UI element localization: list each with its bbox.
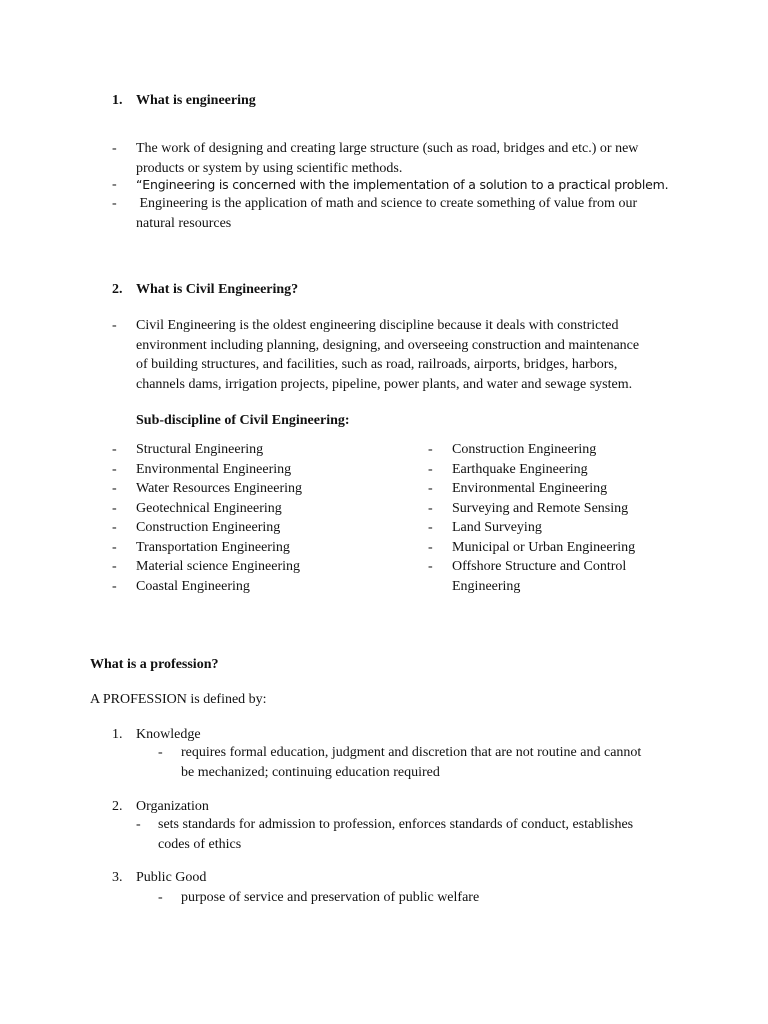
item-title: Organization	[136, 799, 209, 814]
list-item	[136, 815, 696, 855]
profession-intro: A PROFESSION is defined by:	[90, 692, 267, 707]
bullet-dash: -	[112, 318, 117, 333]
bullet-dash: -	[428, 461, 433, 477]
list-item-text: Engineering	[452, 578, 521, 594]
text-line: sets standards for admission to profession, enforces standards of conduct, establishes	[158, 817, 634, 832]
bullet-dash: -	[158, 745, 163, 760]
quote-text: “Engineering is concerned with the implementation of a solution to a practical problem.	[136, 177, 669, 192]
text-line: Engineering is the application of math and science to create something of value from our	[136, 196, 638, 211]
bullet-dash: -	[112, 520, 117, 535]
text-line: products or system by using scientific methods.	[136, 160, 403, 176]
item-title: Knowledge	[136, 727, 201, 742]
item-number: 1.	[112, 727, 123, 742]
list-item	[428, 518, 728, 538]
paragraph	[112, 316, 682, 396]
list-item-text: Coastal Engineering	[136, 578, 250, 594]
bullet-dash: -	[428, 481, 433, 496]
list-item	[112, 557, 412, 577]
list-item-text: Earthquake Engineering	[452, 461, 588, 477]
item-text	[181, 743, 701, 782]
list-item-text: Transportation Engineering	[136, 539, 290, 555]
list-item	[428, 479, 728, 499]
item-text	[158, 815, 698, 854]
text-line: environment including planning, designing, and overseeing construction and maintenance	[136, 337, 640, 353]
text-line: Civil Engineering is the oldest engineering discipline because it deals with constricted	[136, 318, 619, 333]
bullet-dash: -	[428, 539, 433, 555]
item-text	[136, 139, 681, 178]
list-item	[112, 440, 412, 460]
item-text: purpose of service and preservation of public welfare	[181, 890, 480, 905]
bullet-dash: -	[112, 141, 117, 156]
bullet-dash: -	[428, 442, 433, 457]
bullet-dash: -	[112, 461, 117, 477]
bullet-dash: -	[112, 481, 117, 496]
bullet-dash: -	[112, 500, 117, 516]
list-item-text: Structural Engineering	[136, 442, 264, 457]
section-heading: What is engineering	[136, 93, 256, 108]
list-item-text: Offshore Structure and Control	[452, 559, 627, 574]
bullet-dash: -	[158, 890, 163, 905]
list-item-text: Material science Engineering	[136, 559, 301, 574]
sub-discipline-list-right	[428, 440, 728, 596]
item-number: 2.	[112, 799, 123, 814]
list-item	[112, 479, 412, 499]
section-heading: What is Civil Engineering?	[136, 282, 299, 297]
sub-discipline-list-left	[112, 440, 412, 596]
list-item-text: Municipal or Urban Engineering	[452, 539, 636, 555]
list-item	[428, 499, 728, 519]
profession-heading: What is a profession?	[90, 657, 219, 672]
list-item	[428, 557, 728, 577]
item-number: 3.	[112, 870, 123, 885]
list-item	[428, 538, 728, 558]
bullet-dash: -	[112, 196, 117, 211]
list-item-text: Surveying and Remote Sensing	[452, 500, 629, 516]
list-item-text: Construction Engineering	[452, 442, 597, 457]
list-item-text: Geotechnical Engineering	[136, 500, 282, 516]
bullet-dash: -	[428, 500, 433, 516]
bullet-dash: -	[112, 442, 117, 457]
list-item	[112, 499, 412, 519]
text-line: The work of designing and creating large structure (such as road, bridges and etc.) or new	[136, 141, 639, 156]
bullet-dash: -	[136, 817, 141, 832]
bullet-dash: -	[112, 539, 117, 555]
text-line: natural resources	[136, 215, 232, 231]
list-item	[112, 538, 412, 558]
bullet-dash: -	[428, 520, 433, 535]
text-line: of building structures, and facilities, such as road, railroads, airports, bridges, harbors,	[136, 357, 618, 372]
bullet-dash: -	[112, 559, 117, 574]
subheading: Sub-discipline of Civil Engineering:	[136, 413, 350, 428]
section-number: 1.	[112, 93, 123, 108]
item-title: Public Good	[136, 870, 207, 885]
bullet-dash: -	[112, 578, 117, 594]
list-item	[112, 577, 412, 597]
text-line: channels dams, irrigation projects, pipeline, power plants, and water and sewage system.	[136, 376, 633, 392]
bullet-dash: -	[428, 559, 433, 574]
bullet-dash: -	[112, 177, 117, 192]
list-item	[428, 440, 728, 460]
list-item-text: Water Resources Engineering	[136, 481, 303, 496]
text-line: codes of ethics	[158, 836, 242, 852]
list-item	[158, 743, 698, 783]
list-item-text: Environmental Engineering	[136, 461, 292, 477]
section-number: 2.	[112, 282, 123, 297]
list-item	[112, 194, 672, 234]
list-item	[112, 175, 672, 195]
list-item-text: Land Surveying	[452, 520, 542, 535]
list-item	[428, 577, 728, 597]
list-item	[112, 518, 412, 538]
list-item-text: Construction Engineering	[136, 520, 281, 535]
list-item	[428, 460, 728, 480]
list-item	[158, 888, 698, 908]
text-line: requires formal education, judgment and discretion that are not routine and cannot	[181, 745, 642, 760]
paragraph-text	[136, 316, 686, 394]
list-item-text: Environmental Engineering	[452, 481, 608, 496]
list-item	[112, 139, 672, 179]
text-line: be mechanized; continuing education required	[181, 764, 440, 780]
item-text	[136, 194, 681, 233]
list-item	[112, 460, 412, 480]
